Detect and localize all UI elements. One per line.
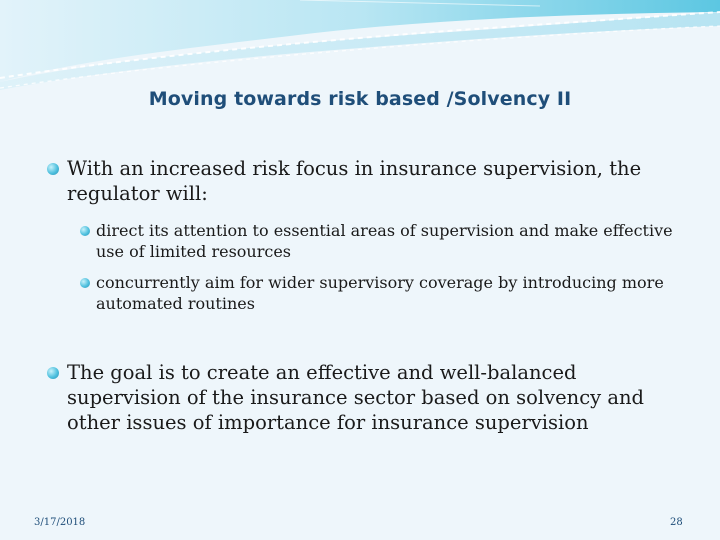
bullet-icon xyxy=(47,367,59,379)
bullet-icon xyxy=(80,278,90,288)
sub-bullet-1-text: direct its attention to essential areas of supervision and make effective use of limited resources xyxy=(96,221,673,261)
bullet-1-text: With an increased risk focus in insurance supervision, the regulator will: xyxy=(67,157,642,205)
sub-bullet-2-text: concurrently aim for wider supervisory coverage by introducing more automated routines xyxy=(96,273,664,313)
footer-date: 3/17/2018 xyxy=(34,517,86,528)
bullet-icon xyxy=(47,163,59,175)
bullet-icon xyxy=(80,226,90,236)
header-wave-decoration xyxy=(0,0,720,100)
bullet-2-text: The goal is to create an effective and well-balanced supervision of the insurance sector based on solvency and other issues of importance for insurance supervision xyxy=(67,361,645,434)
page-number: 28 xyxy=(670,517,683,528)
slide-title: Moving towards risk based /Solvency II xyxy=(148,88,572,110)
